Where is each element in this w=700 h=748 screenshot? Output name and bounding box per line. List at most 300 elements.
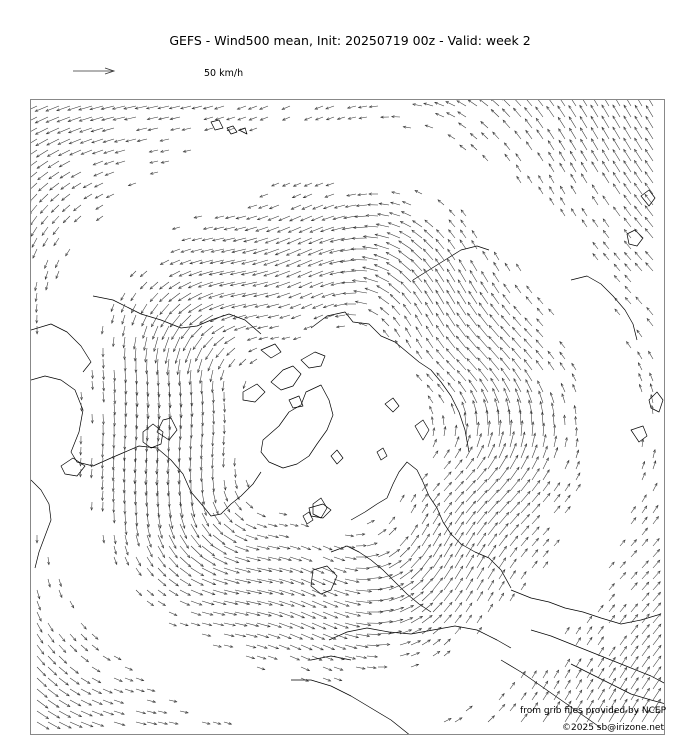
wind-vector <box>504 143 510 150</box>
wind-vector <box>59 645 66 653</box>
wind-vector <box>428 396 433 403</box>
wind-vector <box>466 511 475 524</box>
wind-vector <box>31 172 37 181</box>
wind-vector <box>499 490 509 502</box>
wind-vector <box>435 102 444 106</box>
wind-vector <box>538 298 543 305</box>
wind-vector <box>436 325 444 337</box>
wind-vector <box>642 539 648 546</box>
wind-vector <box>270 205 280 209</box>
wind-vector <box>387 273 400 282</box>
wind-vector <box>532 538 539 546</box>
wind-vector <box>532 492 540 502</box>
wind-vector <box>524 100 532 106</box>
wind-vector <box>448 239 455 249</box>
wind-vector <box>549 164 554 172</box>
wind-vector <box>526 380 532 392</box>
wind-vector <box>389 528 396 535</box>
wind-vector <box>565 495 570 502</box>
wind-vector <box>52 216 59 224</box>
wind-vector <box>458 381 466 392</box>
wind-vector <box>609 689 616 700</box>
wind-vector <box>479 314 489 326</box>
wind-vector <box>180 260 191 264</box>
wind-vector <box>161 315 169 327</box>
wind-vector <box>292 315 302 319</box>
wind-vector <box>642 473 645 480</box>
wind-vector <box>32 238 37 247</box>
wind-vector <box>653 667 661 678</box>
wind-vector <box>587 627 592 634</box>
wind-vector <box>158 568 166 576</box>
wind-vector <box>516 154 521 161</box>
wind-vector <box>561 383 565 392</box>
coastline-canadian-archipelago <box>243 344 325 408</box>
wind-vector <box>481 282 488 293</box>
wind-vector <box>653 688 661 700</box>
wind-vector <box>499 581 504 590</box>
wind-vector <box>477 544 485 557</box>
wind-vector <box>620 678 627 689</box>
wind-vector <box>457 302 466 315</box>
wind-vector <box>202 579 216 585</box>
wind-vector <box>411 505 416 513</box>
wind-vector <box>592 185 598 194</box>
wind-vector <box>383 330 389 337</box>
wind-vector <box>191 568 204 576</box>
wind-vector <box>288 227 301 232</box>
wind-vector <box>268 216 279 220</box>
wind-vector <box>48 656 56 664</box>
wind-vector <box>609 584 614 590</box>
wind-vector <box>417 375 423 381</box>
wind-vector <box>580 105 587 117</box>
wind-vector <box>36 128 49 134</box>
wind-vector <box>491 110 499 118</box>
wind-vector <box>642 582 649 590</box>
wind-vector <box>609 594 615 601</box>
wind-vector <box>521 693 526 700</box>
wind-vector <box>31 161 37 169</box>
wind-vector <box>180 601 190 605</box>
wind-vector <box>571 163 577 172</box>
wind-vector <box>466 544 474 557</box>
wind-vector <box>582 220 587 227</box>
wind-vector <box>513 327 522 337</box>
wind-vector <box>572 374 576 381</box>
wind-vector <box>535 100 543 106</box>
wind-vector <box>613 161 620 172</box>
wind-vector <box>461 220 466 227</box>
wind-vector <box>602 127 609 139</box>
wind-vector <box>458 112 466 117</box>
wind-vector <box>422 545 431 557</box>
wind-vector <box>471 260 477 271</box>
wind-vector <box>455 555 463 569</box>
wind-vector <box>235 546 249 551</box>
wind-vector <box>466 591 472 601</box>
wind-vector <box>477 468 486 480</box>
wind-vector <box>48 711 60 718</box>
wind-vector <box>646 138 654 150</box>
wind-vector <box>455 590 462 601</box>
wind-vector <box>466 567 473 579</box>
wind-vector <box>491 304 499 315</box>
wind-vector <box>322 216 334 220</box>
wind-vector <box>268 634 280 638</box>
wind-vector <box>449 210 455 216</box>
wind-vector <box>539 176 543 183</box>
wind-vector <box>334 579 348 584</box>
wind-vector <box>631 551 637 558</box>
wind-vector <box>444 554 452 568</box>
wind-vector <box>411 250 422 261</box>
wind-map-canvas <box>31 100 665 735</box>
wind-vector <box>268 656 277 659</box>
wind-vector <box>620 636 627 645</box>
wind-vector <box>587 669 593 678</box>
wind-vector <box>323 557 333 561</box>
wind-vector <box>265 238 279 243</box>
wind-vector <box>181 249 191 252</box>
wind-vector <box>521 468 529 480</box>
wind-vector <box>142 315 147 326</box>
wind-vector <box>58 128 71 133</box>
wind-vector <box>479 100 488 106</box>
wind-vector <box>565 659 570 667</box>
wind-vector <box>576 680 582 689</box>
wind-vector <box>554 670 559 678</box>
wind-vector <box>422 474 428 480</box>
wind-vector <box>37 678 46 687</box>
wind-vector <box>237 106 246 109</box>
wind-vector <box>455 578 463 590</box>
coastline-iceland <box>309 504 331 518</box>
wind-vector <box>433 578 443 590</box>
wind-vector <box>560 163 565 172</box>
wind-vector <box>642 517 647 524</box>
wind-vector <box>510 491 520 503</box>
wind-vector <box>581 162 587 172</box>
wind-vector <box>312 546 321 550</box>
wind-vector <box>169 590 178 596</box>
wind-vector <box>635 263 642 271</box>
wind-vector <box>283 183 290 186</box>
wind-vector <box>433 602 442 612</box>
wind-vector <box>543 528 549 535</box>
coastline-siberia <box>311 246 489 452</box>
wind-vector <box>472 231 477 239</box>
wind-vector <box>302 304 312 309</box>
wind-vector <box>488 592 493 601</box>
wind-vector <box>365 288 378 293</box>
wind-vector <box>81 623 86 629</box>
wind-vector <box>140 282 147 289</box>
wind-vector <box>642 667 650 678</box>
wind-vector <box>411 240 422 249</box>
coastline-europe <box>311 462 511 612</box>
wind-vector <box>477 568 484 579</box>
wind-vector <box>457 359 466 370</box>
wind-vector <box>103 689 112 693</box>
wind-vector <box>433 533 441 546</box>
wind-vector <box>624 207 631 217</box>
wind-vector <box>532 527 539 535</box>
wind-vector <box>521 444 527 458</box>
wind-vector <box>455 502 464 513</box>
wind-vector <box>561 209 565 216</box>
wind-vector <box>202 546 215 556</box>
wind-vector <box>92 722 104 726</box>
wind-vector <box>548 351 554 359</box>
wind-vector <box>536 118 543 128</box>
wind-vector <box>169 579 178 586</box>
wind-vector <box>290 645 301 650</box>
wind-vector <box>620 540 625 546</box>
wind-vector <box>169 612 177 616</box>
wind-vector <box>631 646 638 656</box>
wind-vector <box>433 555 442 568</box>
wind-vector <box>367 520 374 524</box>
wind-vector <box>447 259 455 271</box>
wind-vector <box>572 363 576 370</box>
wind-vector <box>413 280 422 293</box>
wind-vector <box>593 219 598 227</box>
wind-vector <box>446 349 455 359</box>
wind-vector <box>455 627 461 634</box>
wind-vector <box>402 293 411 304</box>
wind-vector <box>510 432 514 447</box>
wind-vector <box>35 117 48 123</box>
wind-vector <box>532 550 538 557</box>
wind-vector <box>312 645 323 650</box>
wind-vector <box>624 172 631 183</box>
wind-vector <box>457 313 466 326</box>
wind-vector <box>68 117 81 122</box>
wind-vector <box>580 128 587 139</box>
wind-vector <box>598 679 604 689</box>
wind-vector <box>191 557 203 566</box>
wind-vector <box>279 304 291 308</box>
wind-vector <box>645 149 653 161</box>
wind-vector <box>444 472 451 480</box>
wind-vector <box>455 492 464 502</box>
wind-vector <box>635 138 642 150</box>
wind-vector <box>257 513 265 517</box>
wind-vector <box>591 128 598 140</box>
wind-vector <box>642 528 648 535</box>
wind-vector <box>532 469 539 480</box>
wind-vector <box>634 172 642 183</box>
wind-vector <box>388 223 400 227</box>
wind-vector <box>186 348 192 363</box>
wind-vector <box>521 503 530 513</box>
wind-vector <box>39 183 48 191</box>
wind-vector <box>334 623 348 628</box>
wind-vector <box>70 601 74 608</box>
wind-vector <box>180 315 191 326</box>
wind-vector <box>390 294 400 304</box>
wind-vector <box>170 260 180 264</box>
wind-vector <box>510 467 519 480</box>
wind-vector <box>180 568 191 576</box>
wind-vector <box>59 722 71 728</box>
wind-vector <box>613 138 620 150</box>
wind-vector <box>543 681 548 689</box>
wind-vector <box>33 249 37 258</box>
wind-vector <box>635 149 643 161</box>
wind-vector <box>436 249 444 260</box>
wind-vector <box>45 260 48 268</box>
coastline-alaska <box>93 296 261 334</box>
wind-vector <box>494 252 499 260</box>
wind-vector <box>510 594 514 601</box>
wind-vector <box>614 207 621 216</box>
wind-vector <box>477 512 487 525</box>
wind-vector <box>570 128 577 139</box>
wind-vector <box>613 184 620 194</box>
wind-vector <box>491 293 499 304</box>
wind-vector <box>466 555 474 568</box>
wind-vector <box>510 682 515 689</box>
wind-vector <box>312 634 325 639</box>
wind-vector <box>482 389 488 403</box>
wind-vector <box>471 390 477 403</box>
wind-vector <box>638 352 642 359</box>
wind-vector <box>436 350 444 360</box>
wind-vector <box>512 348 521 359</box>
wind-vector <box>620 657 627 667</box>
wind-vector <box>624 149 631 161</box>
wind-vector <box>510 571 516 579</box>
wind-vector <box>521 537 528 546</box>
wind-vector <box>499 558 506 568</box>
wind-vector <box>565 670 570 678</box>
wind-vector <box>642 561 648 568</box>
wind-vector <box>532 445 537 458</box>
wind-vector <box>510 443 516 458</box>
wind-vector <box>63 216 70 223</box>
wind-vector <box>302 205 312 209</box>
wind-vector <box>638 363 642 370</box>
wind-vector <box>210 315 224 322</box>
wind-vector <box>234 326 246 330</box>
wind-vector <box>549 152 554 161</box>
wind-vector <box>143 326 147 338</box>
coastline-south-asia <box>571 664 665 704</box>
wind-vector <box>537 319 543 326</box>
wind-vector <box>527 286 532 293</box>
wind-vector <box>411 653 420 656</box>
wind-vector <box>501 326 510 337</box>
wind-vector <box>55 260 59 268</box>
wind-vector <box>532 515 540 524</box>
wind-vector <box>645 206 653 216</box>
wind-vector <box>457 101 466 106</box>
wind-vector <box>70 678 79 684</box>
wind-vector <box>624 105 631 117</box>
wind-vector <box>521 583 526 590</box>
wind-vector <box>225 337 235 344</box>
wind-vector <box>565 460 569 469</box>
wind-vector <box>499 524 508 535</box>
wind-vector <box>290 216 301 221</box>
wind-vector <box>499 467 509 480</box>
wind-vector <box>503 295 510 305</box>
wind-vector <box>614 264 620 271</box>
wind-vector <box>642 495 646 502</box>
wind-vector <box>559 129 565 139</box>
wind-vector <box>653 517 659 525</box>
wind-vector <box>147 601 154 606</box>
wind-vector <box>227 348 235 355</box>
wind-vector <box>433 483 440 491</box>
wind-vector <box>510 502 520 513</box>
wind-vector <box>653 592 661 601</box>
wind-vector <box>591 100 598 106</box>
wind-vector <box>478 358 488 370</box>
wind-vector <box>539 187 543 194</box>
wind-vector <box>169 557 178 567</box>
wind-vector <box>514 306 521 315</box>
wind-vector <box>291 205 301 209</box>
wind-vector <box>524 339 532 348</box>
wind-vector <box>468 100 477 106</box>
wind-vector <box>631 583 637 590</box>
wind-vector <box>288 282 301 288</box>
wind-vector <box>543 493 550 502</box>
wind-vector <box>425 220 433 227</box>
wind-vector <box>334 645 346 649</box>
wind-vector <box>514 379 521 392</box>
wind-vector <box>36 139 48 146</box>
wind-vector <box>43 238 48 246</box>
wind-vector <box>528 176 532 183</box>
wind-vector <box>460 240 466 249</box>
wind-vector <box>403 304 411 315</box>
wind-vector <box>37 722 49 729</box>
wind-vector <box>38 172 48 180</box>
wind-vector <box>246 502 253 508</box>
wind-vector <box>466 603 472 612</box>
wind-vector <box>636 297 642 304</box>
wind-vector <box>169 623 176 626</box>
wind-vector <box>479 303 488 315</box>
wind-vector <box>565 507 570 513</box>
wind-vector <box>488 569 494 579</box>
wind-vector <box>491 378 499 392</box>
wind-vector <box>311 293 323 298</box>
wind-vector <box>444 533 452 546</box>
wind-vector <box>282 106 290 110</box>
wind-vector <box>92 700 102 705</box>
wind-vector <box>455 471 463 480</box>
wind-vector <box>625 264 631 271</box>
wind-vector <box>356 612 372 614</box>
wind-vector <box>48 700 59 707</box>
wind-vector <box>499 546 507 557</box>
wind-vector <box>467 359 477 371</box>
wind-vector <box>422 555 432 568</box>
wind-vector <box>433 493 440 502</box>
wind-vector <box>423 259 433 271</box>
wind-vector <box>424 230 433 238</box>
wind-vector <box>374 265 389 271</box>
wind-vector <box>131 304 136 313</box>
wind-vector <box>448 135 455 139</box>
coastline-inland <box>61 448 387 476</box>
wind-vector <box>70 689 80 695</box>
